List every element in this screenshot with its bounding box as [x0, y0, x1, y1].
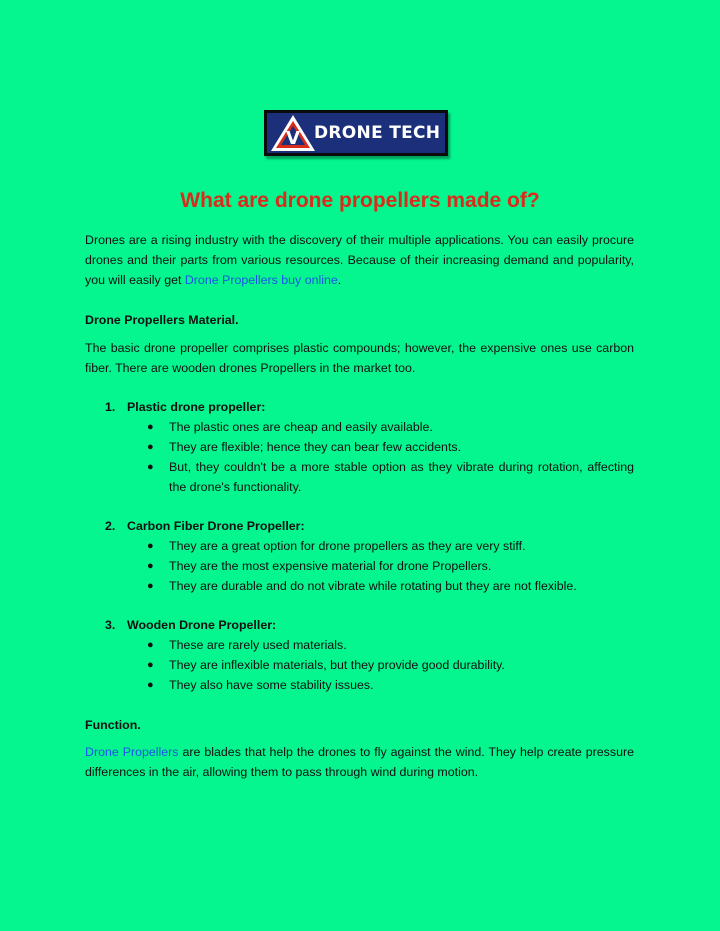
- list-item: ● They are flexible; hence they can bear few accidents.: [147, 437, 634, 457]
- section-2-number: 2.: [105, 519, 116, 533]
- material-paragraph: The basic drone propeller comprises plastic compounds; however, the expensive ones use carbon fiber. There are wooden drones Propellers in the market too.: [85, 341, 634, 375]
- section-3-title: [105, 615, 276, 635]
- intro-paragraph: [85, 230, 634, 290]
- section-2-list: [147, 536, 634, 596]
- section-3-number: 3.: [105, 618, 116, 632]
- section-2-label: Carbon Fiber Drone Propeller:: [127, 519, 305, 533]
- section-1-label: Plastic drone propeller:: [127, 400, 266, 414]
- drone-propellers-buy-online-link[interactable]: Drone Propellers buy online: [184, 273, 338, 287]
- list-item: ● They are the most expensive material for drone Propellers.: [147, 556, 634, 576]
- triangle-logo-icon: [269, 113, 317, 153]
- intro-end: .: [337, 273, 342, 287]
- list-item: ● They are durable and do not vibrate while rotating but they are not flexible.: [147, 576, 634, 596]
- section-1-title: [105, 397, 265, 417]
- function-text: are blades that help the drones to fly against the wind. They help create pressure differences in the air, allowing them to pass through wind during motion.: [85, 745, 634, 779]
- drone-tech-logo: [264, 110, 448, 156]
- list-item: ● They also have some stability issues.: [147, 675, 634, 695]
- intro-text: Drones are a rising industry with the discovery of their multiple applications. You can easily procure drones and their parts from various resources. Because of their increasing demand and popularity, you will easily get: [85, 233, 634, 287]
- logo-letter: V: [286, 128, 300, 149]
- section-1-list: [147, 417, 634, 497]
- section-2-title: [105, 516, 305, 536]
- section-3-list: [147, 635, 634, 695]
- list-item: ● They are a great option for drone propellers as they are very stiff.: [147, 536, 634, 556]
- list-item: ● But, they couldn't be a more stable option as they vibrate during rotation, affecting the drone's functionality.: [147, 457, 634, 497]
- page-title: What are drone propellers made of?: [180, 189, 540, 212]
- section-3-label: Wooden Drone Propeller:: [127, 618, 277, 632]
- list-item: ● They are inflexible materials, but they provide good durability.: [147, 655, 634, 675]
- list-item: ● The plastic ones are cheap and easily available.: [147, 417, 634, 437]
- logo-text: DRONE TECH: [314, 123, 441, 143]
- function-paragraph: [85, 742, 634, 782]
- drone-propellers-link[interactable]: Drone Propellers: [85, 745, 179, 759]
- section-1-number: 1.: [105, 400, 116, 414]
- list-item: ● These are rarely used materials.: [147, 635, 634, 655]
- function-heading: Function.: [85, 718, 141, 732]
- material-heading: Drone Propellers Material.: [85, 313, 239, 327]
